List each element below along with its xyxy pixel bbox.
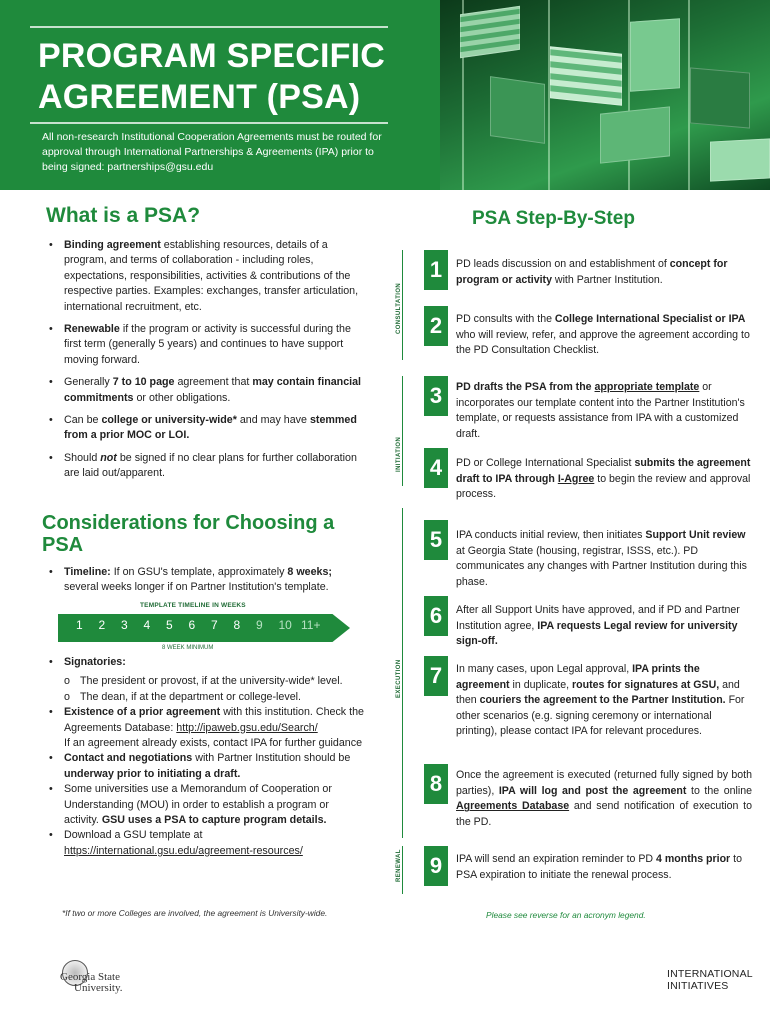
list-item: • Contact and negotiations with Partner Institution should be underway prior to initiating a draft. [46, 751, 366, 782]
timeline-week: 5 [166, 618, 173, 632]
step-5-number: 5 [424, 520, 448, 560]
step-6-number: 6 [424, 596, 448, 636]
acronym-footnote: Please see reverse for an acronym legend. [486, 910, 646, 920]
gsu-logo: Georgia State University. [58, 960, 128, 1000]
agreements-database-link[interactable]: http://ipaweb.gsu.edu/Search/ [176, 721, 318, 734]
timeline-label: TEMPLATE TIMELINE IN WEEKS [140, 602, 246, 609]
flags-photo [440, 0, 770, 190]
timeline-week: 3 [121, 618, 128, 632]
phase-divider [402, 846, 403, 894]
list-item: • Should not be signed if no clear plans for further collaboration are laid out/apparent. [46, 451, 362, 482]
sub-item: o The dean, if at the department or college-level. [64, 690, 366, 705]
page-title: PROGRAM SPECIFIC AGREEMENT (PSA) [38, 37, 386, 116]
list-item: • Timeline: If on GSU's template, approximately 8 weeks; several weeks longer if on Partner Institution's template. [46, 565, 366, 596]
list-item: • Download a GSU template at https://international.gsu.edu/agreement-resources/ [46, 828, 366, 859]
timeline-week: 1 [76, 618, 83, 632]
step-7-number: 7 [424, 656, 448, 696]
timeline-week: 11+ [301, 618, 321, 632]
sub-item: o The president or provost, if at the university-wide* level. [64, 674, 366, 689]
phase-execution: EXECUTION [396, 659, 402, 698]
step-8-text: Once the agreement is executed (returned fully signed by both parties), IPA will log and post the agreement to the online Agreements Database and send notification of execution to the PD. [456, 769, 753, 828]
phase-divider [402, 250, 403, 360]
university-wide-footnote: *If two or more Colleges are involved, the agreement is University-wide. [62, 908, 328, 918]
list-item: • Some universities use a Memorandum of Cooperation or Understanding (MOU) in order to establish a program or activity. GSU uses a PSA to capture program details. [46, 782, 366, 828]
list-item: • Generally 7 to 10 page agreement that may contain financial commitments or other obligations. [46, 375, 362, 406]
step-5-text: IPA conducts initial review, then initiates Support Unit review at Georgia State (housing, registrar, ISSS, etc.). PD communicates any changes with Partner Institution during this phase. [456, 529, 747, 588]
step-4-number: 4 [424, 448, 448, 488]
list-item: • Existence of a prior agreement with this institution. Check the Agreements Database: http://ipaweb.gsu.edu/Search/ If an agreement already exists, contact IPA for further guidance [46, 705, 366, 751]
phase-initiation: INITIATION [396, 436, 402, 472]
list-item: • Renewable if the program or activity is successful during the first term (generally 5 years) and continues to have support moving forward. [46, 322, 362, 368]
phase-divider [402, 376, 403, 486]
timeline-week: 7 [211, 618, 218, 632]
step-3-text: PD drafts the PSA from the appropriate template or incorporates our template content into the Partner Institution's template, or requests assistance from IPA with a customized draft. [456, 381, 745, 440]
agreements-database-link[interactable]: Agreements Database [456, 800, 570, 813]
timeline-week: 6 [188, 618, 196, 632]
considerations-heading: Considerations for Choosing a PSA [42, 512, 335, 556]
international-initiatives-logo: INTERNATIONAL INITIATIVES [667, 968, 753, 992]
title-box [30, 26, 388, 124]
phase-renewal: RENEWAL [396, 849, 402, 882]
list-item: • Signatories: o The president or provost, if at the university-wide* level. o The dean, if at the department or college-level. [46, 655, 366, 705]
timeline-week: 4 [143, 618, 151, 632]
routing-note: All non-research Institutional Cooperation Agreements must be routed for approval through International Partnerships & Agreements (IPA) prior to being signed: partnerships@gsu.edu [42, 131, 382, 173]
i-agree-link[interactable]: I-Agree [557, 472, 595, 485]
step-1-number: 1 [424, 250, 448, 290]
phase-consultation: CONSULTATION [396, 282, 402, 334]
timeline-week: 2 [98, 618, 106, 632]
step-9-number: 9 [424, 846, 448, 886]
timeline-minimum: 8 WEEK MINIMUM [162, 645, 214, 651]
step-7-text: In many cases, upon Legal approval, IPA prints the agreement in duplicate, routes for signatures at GSU, and then couriers the agreement to the Partner Institution. For other scenarios (e.g. signing ceremony or international printing), please contact IPA for relevant procedures. [456, 663, 745, 738]
step-9-text: IPA will send an expiration reminder to PD 4 months prior to PSA expiration to initiate the renewal process. [456, 853, 742, 881]
steps-heading: PSA Step-By-Step [472, 208, 635, 229]
list-item: • Binding agreement establishing resources, details of a program, and terms of collaboration - including roles, expectations, responsibilities, activities & contributions of the respective parties. Examples: exchanges, transfer articulation, international recruitment, etc. [46, 238, 362, 315]
timeline-week: 9 [256, 618, 263, 632]
step-2-number: 2 [424, 306, 448, 346]
step-6-text: After all Support Units have approved, and if PD and Partner Institution agree, IPA requests Legal review for university sign-off. [456, 604, 740, 648]
step-2-text: PD consults with the College International Specialist or IPA who will review, refer, and approve the agreement according to the PD Consultation Checklist. [456, 313, 750, 357]
phase-divider [402, 508, 403, 838]
what-list [46, 238, 362, 489]
timeline-week: 10 [278, 618, 292, 632]
template-download-link[interactable]: https://international.gsu.edu/agreement-resources/ [64, 844, 303, 857]
step-4-text: PD or College International Specialist submits the agreement draft to IPA through I-Agree to begin the review and approval process. [456, 457, 751, 501]
considerations-list [46, 655, 366, 859]
list-item: • Can be college or university-wide* and may have stemmed from a prior MOC or LOI. [46, 413, 362, 444]
step-1-text: PD leads discussion on and establishment of concept for program or activity with Partner Institution. [456, 258, 728, 286]
what-heading: What is a PSA? [46, 204, 201, 227]
step-3-number: 3 [424, 376, 448, 416]
timeline-list [46, 565, 366, 596]
header-banner [0, 0, 770, 190]
timeline-week: 8 [233, 618, 241, 632]
appropriate-template-link[interactable]: appropriate template [594, 381, 700, 393]
step-8-number: 8 [424, 764, 448, 804]
